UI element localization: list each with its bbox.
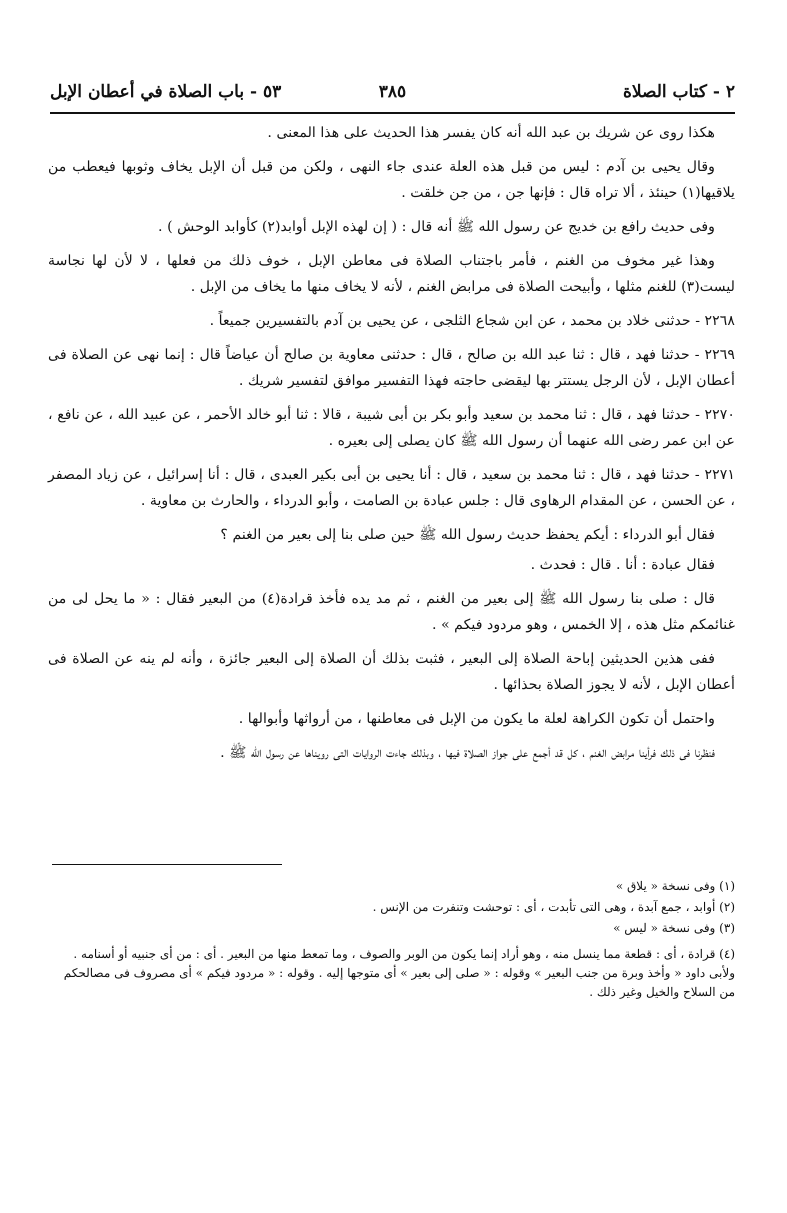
paragraph: وقال يحيى بن آدم : ليس من قبل هذه العلة عندى جاء النهى ، ولكن من قبل أن الإبل يخاف وثوبها فيعطب من يلاقيها(١) حينئذ ، ألا تراه قال : فإنها جن ، من جن خلقت . (48, 159, 735, 201)
hadith-2268: ٢٢٦٨ - حدثنى خلاد بن محمد ، عن ابن شجاع الثلجى ، عن يحيى بن آدم بالتفسيرين جميعاً . (209, 313, 735, 329)
footnote-rule (52, 864, 282, 865)
paragraph: ففى هذين الحديثين إباحة الصلاة إلى البعير ، فثبت بذلك أن الصلاة إلى البعير جائزة ، وأنه لم ينه عن الصلاة فى أعطان الإبل ، لأنه لا يجوز الصلاة بحذائها . (48, 651, 735, 693)
footnote-1: (١) وفى نسخة « يلاق » (615, 879, 735, 893)
header-rule (50, 112, 735, 114)
paragraph: وفى حديث رافع بن خديج عن رسول الله ﷺ أنه قال : ( إن لهذه الإبل أوابد(٢) كأوابد الوحش ) . (158, 219, 715, 235)
running-header (50, 82, 735, 112)
paragraph: فقال عبادة : أنا . قال : فحدث . (530, 557, 715, 573)
header-book-title: ٢ - كتاب الصلاة (622, 82, 735, 102)
hadith-2269: ٢٢٦٩ - حدثنا فهد ، قال : ثنا عبد الله بن صالح ، قال : حدثنى معاوية بن صالح أن عياضاً قال : إنما نهى عن الصلاة فى أعطان الإبل ، لأن الرجل يستتر بها ليقضى حاجته فهذا التفسير موافق لتفسير شريك . (48, 347, 735, 389)
paragraph: وهذا غير مخوف من الغنم ، فأمر باجتناب الصلاة فى معاطن الإبل ، خوف ذلك من فعلها ، لا لأن لها نجاسة ليست(٣) للغنم مثلها ، وأبيحت الصلاة فى مرابض الغنم ، لأنه لا يخاف منها ما يخاف من الإبل . (48, 253, 735, 295)
footnote-3: (٣) وفى نسخة « ليس » (613, 921, 735, 935)
hadith-2271: ٢٢٧١ - حدثنا فهد ، قال : ثنا محمد بن سعيد ، قال : أنا يحيى بن أبى بكير العبدى ، قال : أنا إسرائيل ، عن زياد المصفر ، عن الحسن ، عن المقدام الرهاوى قال : جلس عبادة بن الصامت ، وأبو الدرداء ، والحارث بن معاوية . (48, 467, 735, 509)
paragraph: واحتمل أن تكون الكراهة لعلة ما يكون من الإبل فى معاطنها ، من أرواثها وأبوالها . (238, 711, 715, 727)
hadith-2270: ٢٢٧٠ - حدثنا فهد ، قال : ثنا محمد بن سعيد وأبو بكر بن أبى شيبة ، قالا : ثنا أبو خالد الأحمر ، عن عبيد الله ، عن نافع ، عن ابن عمر رضى الله عنهما أن رسول الله ﷺ كان يصلى إلى بعيره . (48, 407, 735, 449)
paragraph: فنظرنا فى ذلك فرأينا مرابض الغنم ، كل قد أجمع على جواز الصلاة فيها ، وبذلك جاءت الروايات التى رويناها عن رسول الله ﷺ . (220, 745, 715, 761)
page-number: ٣٨٥ (378, 82, 407, 102)
header-chapter-title: ٥٣ - باب الصلاة في أعطان الإبل (50, 82, 282, 102)
footnote-2: (٢) أوابد ، جمع آبدة ، وهى التى تأبدت ، أى : توحشت وتنفرت من الإنس . (372, 900, 735, 914)
paragraph: قال : صلى بنا رسول الله ﷺ إلى بعير من الغنم ، ثم مد يده فأخذ قرادة(٤) من البعير فقال : « ما يحل لى من غنائمكم مثل هذه ، إلا الخمس ، وهو مردود فيكم » . (48, 591, 735, 633)
footnotes (48, 876, 735, 1002)
paragraph: هكذا روى عن شريك بن عبد الله أنه كان يفسر هذا الحديث على هذا المعنى . (267, 125, 715, 141)
main-text (48, 120, 735, 774)
paragraph: فقال أبو الدرداء : أيكم يحفظ حديث رسول الله ﷺ حين صلى بنا إلى بعير من الغنم ؟ (220, 527, 715, 543)
footnote-4: (٤) قرادة ، أى : قطعة مما ينسل منه ، وهو أراد إنما يكون من الوبر والصوف ، وما تمعط منها من البعير . أى : من أى جنبيه أو أسنامه . ولأبى داود « وأخذ وبرة من جنب البعير » وقوله : « صلى إلى بعير » أى متوجها إليه . وقوله : « مردود فيكم » أى مصروف فى مصالحكم من السلاح والخيل وغير ذلك . (63, 947, 735, 999)
